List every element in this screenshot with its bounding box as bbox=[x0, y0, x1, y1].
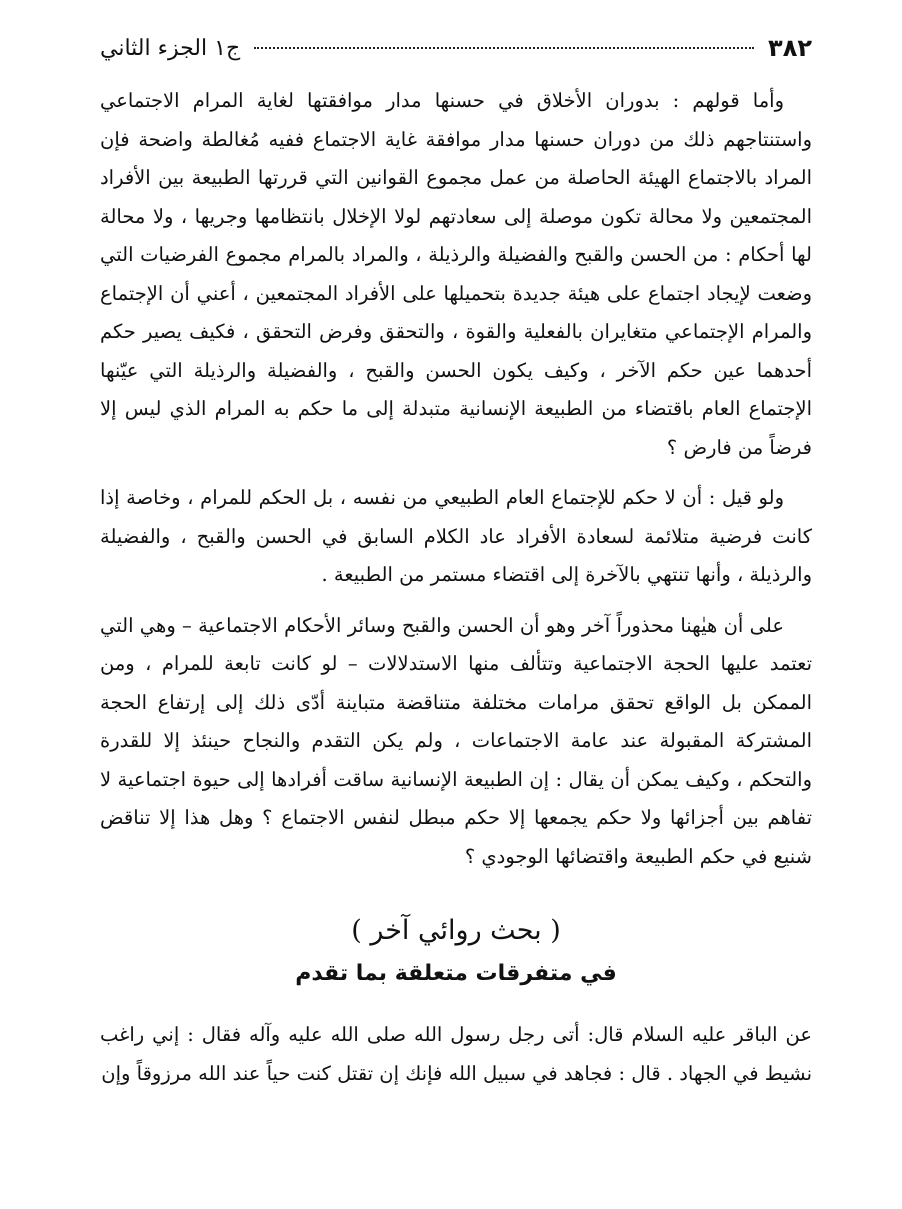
section-heading: ( بحث روائي آخر ) bbox=[351, 915, 561, 946]
header-dotted-rule bbox=[254, 47, 754, 49]
paragraph-3: على أن هيٰهنا محذوراً آخر وهو أن الحسن والقبح وسائر الأحكام الاجتماعية – وهي التي تعتمد عليها الحجة الاجتماعية وتتألف منها الاستدلالات – لو كانت تابعة للمرام ، ومن الممكن بل الواقع تحقق مرامات مختلفة متناقضة متباينة أدّى ذلك إلى إرتفاع الحجة المشتركة المقبولة عند عامة الاجتماعات ، ولم يكن التقدم والنجاح حينئذ إلا للقدرة والتحكم ، وكيف يمكن أن يقال : إن الطبيعة الإنسانية ساقت أفرادها إلى حيوة اجتماعية لا تفاهم بين أجزائها ولا حكم يجمعها إلا حكم مبطل لنفس الاجتماع ؟ وهل هذا إلا تناقض شنيع في حكم الطبيعة واقتضائها الوجودي ؟ bbox=[100, 613, 812, 868]
page-number: ٣٨٢ bbox=[768, 34, 812, 62]
paragraph-2: ولو قيل : أن لا حكم للإجتماع العام الطبيعي من نفسه ، بل الحكم للمرام ، وخاصة إذا كانت فرضية متلائمة لسعادة الأفراد عاد الكلام السابق في الحسن والقبح ، والفضيلة والرذيلة ، وأنها تنتهي بالآخرة إلى اقتضاء مستمر من الطبيعة . bbox=[100, 486, 812, 586]
paragraph-1: وأما قولهم : بدوران الأخلاق في حسنها مدار موافقتها لغاية المرام الاجتماعي واستنتاجهم ذلك من دوران حسنها مدار موافقة غاية الاجتماع ففيه مُغالطة واضحة فإن المراد بالاجتماع الهيئة الحاصلة من عمل مجموع القوانين التي قررتها الطبيعة بين الأفراد المجتمعين ولا محالة تكون موصلة إلى سعادتهم لولا الإخلال بانتظامها وجريها ، ولا محالة لها أحكام : من الحسن والقبح والفضيلة والرذيلة ، والمراد بالمرام مجموع الفرضيات التي وضعت لإيجاد اجتماع على هيئة جديدة بتحميلها على الأفراد المجتمعين ، أعني أن الإجتماع والمرام الإجتماعي متغايران بالفعلية والقوة ، والتحقق وفرض التحقق ، فكيف يصير حكم أحدهما عين حكم الآخر ، وكيف يكون الحسن والقبح ، والفضيلة والرذيلة التي عيّنها الإجتماع العام باقتضاء من الطبيعة الإنسانية متبدلة إلى ما حكم به المرام الذي ليس إلا فرضاً من فارض ؟ bbox=[100, 89, 812, 459]
running-title: ج١ الجزء الثاني bbox=[100, 35, 241, 61]
hadith-paragraph: عن الباقر عليه السلام قال: أتى رجل رسول الله صلى الله عليه وآله فقال : إني راغب نشيط في الجهاد . قال : فجاهد في سبيل الله فإنك إن تقتل كنت حياً عند الله مرزوقاً وإن bbox=[100, 1023, 812, 1085]
page-header bbox=[100, 28, 812, 68]
section-subheading: في متفرقات متعلقة بما تقدم bbox=[295, 961, 617, 986]
body-text bbox=[100, 82, 812, 876]
